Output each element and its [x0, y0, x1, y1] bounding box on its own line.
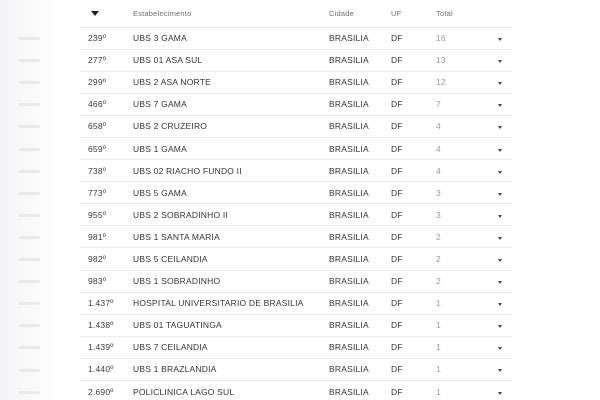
rank-cell: 1.440º: [88, 364, 114, 375]
table-header-row: [80, 0, 512, 27]
expand-cell[interactable]: [486, 270, 512, 292]
chevron-down-icon[interactable]: [498, 171, 502, 174]
state-cell: DF: [391, 386, 403, 397]
establishment-cell: UBS 01 TAGUATINGA: [133, 320, 222, 331]
city-cell: BRASILIA: [329, 209, 369, 220]
rank-cell: 658º: [88, 121, 107, 132]
left-edge-mark: [18, 125, 40, 128]
city-cell: BRASILIA: [329, 187, 369, 198]
total-cell: 16: [436, 33, 446, 44]
left-edge-mark: [18, 280, 40, 283]
sort-column-header[interactable]: [80, 0, 133, 27]
state-cell: DF: [391, 253, 403, 264]
city-cell: BRASILIA: [329, 386, 369, 397]
left-edge-mark: [18, 391, 40, 394]
chevron-down-icon[interactable]: [498, 281, 502, 284]
left-edge-mark: [18, 81, 40, 84]
establishment-cell: UBS 5 GAMA: [133, 187, 187, 198]
total-cell: 4: [436, 165, 441, 176]
chevron-down-icon[interactable]: [498, 149, 502, 152]
rank-cell: 1.438º: [88, 320, 114, 331]
rank-cell: 1.437º: [88, 298, 114, 309]
expand-cell[interactable]: [486, 248, 512, 270]
chevron-down-icon[interactable]: [498, 215, 502, 218]
state-cell: DF: [391, 320, 403, 331]
table-row[interactable]: [80, 292, 512, 314]
left-edge-mark: [18, 236, 40, 239]
expand-cell[interactable]: [486, 182, 512, 204]
left-panel-edge: [0, 0, 60, 400]
establishments-table: [80, 0, 512, 400]
total-cell: 1: [436, 320, 441, 331]
left-edge-mark: [18, 37, 40, 40]
header-city[interactable]: Cidade: [329, 8, 354, 18]
table-row[interactable]: [80, 248, 512, 270]
table-row[interactable]: [80, 71, 512, 93]
header-establishment[interactable]: Estabelecimento: [133, 8, 192, 18]
left-edge-mark: [18, 346, 40, 349]
total-cell: 2: [436, 253, 441, 264]
table-body: [80, 27, 512, 400]
chevron-down-icon[interactable]: [498, 237, 502, 240]
left-edge-mark: [18, 59, 40, 62]
total-cell: 2: [436, 231, 441, 242]
rank-cell: 659º: [88, 143, 107, 154]
rank-cell: 1.439º: [88, 342, 114, 353]
state-cell: DF: [391, 55, 403, 66]
expand-cell[interactable]: [486, 93, 512, 115]
establishment-cell: UBS 1 BRAZLANDIA: [133, 364, 217, 375]
establishment-cell: UBS 2 SOBRADINHO II: [133, 209, 228, 220]
table-row[interactable]: [80, 336, 512, 358]
chevron-down-icon[interactable]: [498, 392, 502, 395]
total-cell: 1: [436, 364, 441, 375]
left-edge-mark: [18, 170, 40, 173]
total-cell: 13: [436, 55, 446, 66]
state-cell: DF: [391, 77, 403, 88]
left-edge-mark: [18, 324, 40, 327]
city-cell: BRASILIA: [329, 231, 369, 242]
city-cell: BRASILIA: [329, 121, 369, 132]
left-edge-mark: [18, 214, 40, 217]
state-cell: DF: [391, 121, 403, 132]
rank-cell: 738º: [88, 165, 107, 176]
chevron-down-icon[interactable]: [498, 193, 502, 196]
city-cell: BRASILIA: [329, 364, 369, 375]
table-row[interactable]: [80, 270, 512, 292]
expand-cell[interactable]: [486, 358, 512, 380]
state-cell: DF: [391, 276, 403, 287]
table-row[interactable]: [80, 27, 512, 49]
expand-cell[interactable]: [486, 226, 512, 248]
total-cell: 12: [436, 77, 446, 88]
chevron-down-icon[interactable]: [498, 369, 502, 372]
establishment-cell: POLICLINICA LAGO SUL: [133, 386, 235, 397]
expand-cell[interactable]: [486, 292, 512, 314]
state-cell: DF: [391, 99, 403, 110]
total-cell: 2: [436, 276, 441, 287]
total-cell: 7: [436, 99, 441, 110]
chevron-down-icon[interactable]: [498, 38, 502, 41]
total-cell: 1: [436, 342, 441, 353]
table-row[interactable]: [80, 314, 512, 336]
establishment-cell: UBS 1 SANTA MARIA: [133, 231, 220, 242]
total-cell: 3: [436, 209, 441, 220]
rank-cell: 773º: [88, 187, 107, 198]
state-cell: DF: [391, 231, 403, 242]
left-edge-mark: [18, 148, 40, 151]
expand-cell[interactable]: [486, 204, 512, 226]
rank-cell: 239º: [88, 33, 107, 44]
chevron-down-icon[interactable]: [498, 126, 502, 129]
city-cell: BRASILIA: [329, 298, 369, 309]
sort-descending-icon[interactable]: [91, 11, 99, 16]
state-cell: DF: [391, 33, 403, 44]
total-cell: 3: [436, 187, 441, 198]
state-cell: DF: [391, 209, 403, 220]
table-row[interactable]: [80, 358, 512, 380]
state-cell: DF: [391, 298, 403, 309]
chevron-down-icon[interactable]: [498, 60, 502, 63]
rank-cell: 983º: [88, 276, 107, 287]
left-edge-mark: [18, 302, 40, 305]
city-cell: BRASILIA: [329, 276, 369, 287]
expand-cell[interactable]: [486, 49, 512, 71]
expand-cell[interactable]: [486, 314, 512, 336]
city-cell: BRASILIA: [329, 342, 369, 353]
rank-cell: 2.690º: [88, 386, 114, 397]
rank-cell: 299º: [88, 77, 107, 88]
establishment-cell: UBS 01 ASA SUL: [133, 55, 203, 66]
table-row[interactable]: [80, 115, 512, 137]
left-edge-mark: [18, 192, 40, 195]
state-cell: DF: [391, 364, 403, 375]
expand-cell[interactable]: [486, 115, 512, 137]
total-cell: 1: [436, 386, 441, 397]
city-cell: BRASILIA: [329, 55, 369, 66]
city-cell: BRASILIA: [329, 99, 369, 110]
rank-cell: 277º: [88, 55, 107, 66]
state-cell: DF: [391, 165, 403, 176]
establishment-cell: UBS 02 RIACHO FUNDO II: [133, 165, 242, 176]
expand-cell[interactable]: [486, 137, 512, 159]
rank-cell: 955º: [88, 209, 107, 220]
expand-cell[interactable]: [486, 27, 512, 49]
left-edge-mark: [18, 103, 40, 106]
city-cell: BRASILIA: [329, 320, 369, 331]
chevron-down-icon[interactable]: [498, 104, 502, 107]
left-edge-mark: [18, 258, 40, 261]
table-row[interactable]: [80, 137, 512, 159]
expand-cell[interactable]: [486, 71, 512, 93]
table-row[interactable]: [80, 182, 512, 204]
establishment-cell: UBS 2 CRUZEIRO: [133, 121, 208, 132]
establishment-cell: UBS 5 CEILANDIA: [133, 253, 208, 264]
city-cell: BRASILIA: [329, 165, 369, 176]
state-cell: DF: [391, 342, 403, 353]
header-expand: [486, 0, 512, 27]
table-row[interactable]: [80, 204, 512, 226]
establishment-cell: UBS 7 GAMA: [133, 99, 187, 110]
table-row[interactable]: [80, 381, 512, 400]
establishment-cell: UBS 1 GAMA: [133, 143, 187, 154]
city-cell: BRASILIA: [329, 253, 369, 264]
chevron-down-icon[interactable]: [498, 347, 502, 350]
total-cell: 4: [436, 143, 441, 154]
total-cell: 4: [436, 121, 441, 132]
left-edge-mark: [18, 369, 40, 372]
chevron-down-icon[interactable]: [498, 259, 502, 262]
establishment-cell: UBS 3 GAMA: [133, 33, 187, 44]
establishment-cell: HOSPITAL UNIVERSITARIO DE BRASILIA: [133, 298, 304, 309]
establishment-cell: UBS 7 CEILANDIA: [133, 342, 208, 353]
establishment-cell: UBS 1 SOBRADINHO: [133, 276, 221, 287]
table-row[interactable]: [80, 49, 512, 71]
table-row[interactable]: [80, 160, 512, 182]
expand-cell[interactable]: [486, 336, 512, 358]
city-cell: BRASILIA: [329, 143, 369, 154]
chevron-down-icon[interactable]: [498, 303, 502, 306]
rank-cell: 981º: [88, 231, 107, 242]
city-cell: BRASILIA: [329, 77, 369, 88]
expand-cell[interactable]: [486, 160, 512, 182]
table-row[interactable]: [80, 226, 512, 248]
chevron-down-icon[interactable]: [498, 82, 502, 85]
city-cell: BRASILIA: [329, 33, 369, 44]
state-cell: DF: [391, 187, 403, 198]
header-total[interactable]: Total: [436, 8, 453, 18]
chevron-down-icon[interactable]: [498, 325, 502, 328]
rank-cell: 466º: [88, 99, 107, 110]
total-cell: 1: [436, 298, 441, 309]
expand-cell[interactable]: [486, 381, 512, 400]
table-row[interactable]: [80, 93, 512, 115]
state-cell: DF: [391, 143, 403, 154]
rank-cell: 982º: [88, 253, 107, 264]
header-state[interactable]: UF: [391, 8, 402, 18]
establishment-cell: UBS 2 ASA NORTE: [133, 77, 211, 88]
